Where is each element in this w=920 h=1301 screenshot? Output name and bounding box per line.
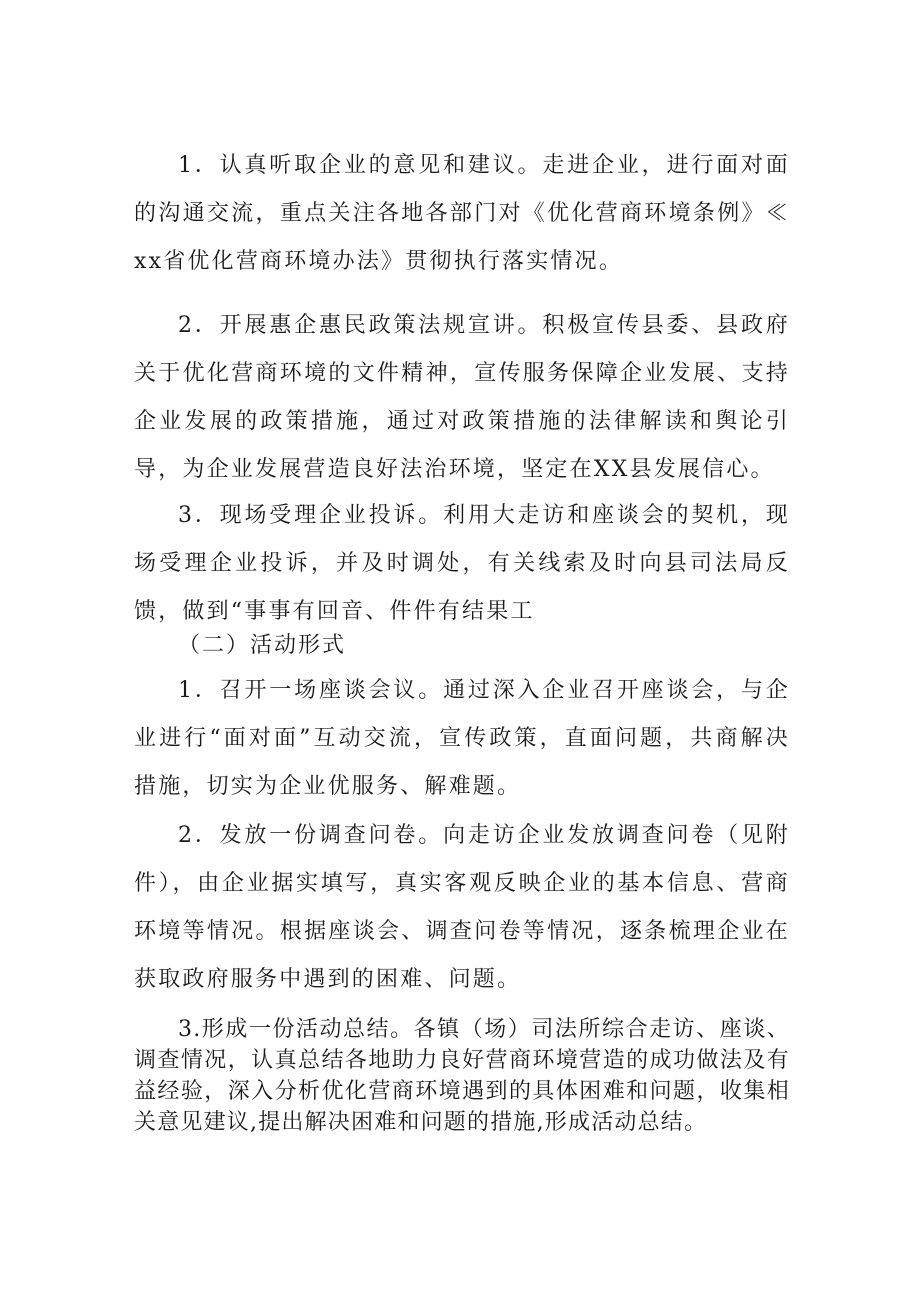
paragraph-questionnaire: 2．发放一份调查问卷。向走访企业发放调查问卷（见附件），由企业据实填写，真实客观反映企业的基本信息、营商环境等情况。根据座谈会、调查问卷等情况，逐条梳理企业在获取政府服务中遇到的困难、问题。	[134, 823, 790, 992]
paragraph-symposium: 1．召开一场座谈会议。通过深入企业召开座谈会，与企业进行“面对面”互动交流，宣传政策，直面问题，共商解决措施，切实为企业优服务、解难题。	[134, 678, 790, 799]
paragraph-onsite-complaints: 3．现场受理企业投诉。利用大走访和座谈会的契机，现场受理企业投诉，并及时调处，有关线索及时向县司法局反馈，做到“事事有回音、件件有结果工	[134, 503, 790, 624]
paragraph-policy-lectures: 2．开展惠企惠民政策法规宣讲。积极宣传县委、县政府关于优化营商环境的文件精神，宣传服务保障企业发展、支持企业发展的政策措施，通过对政策措施的法律解读和舆论引导，为企业发展营造良好法治环境，坚定在XX县发展信心。	[134, 313, 790, 482]
paragraph-listen-opinions: 1．认真听取企业的意见和建议。走进企业，进行面对面的沟通交流，重点关注各地各部门对《优化营商环境条例》≪xx省优化营商环境办法》贯彻执行落实情况。	[134, 153, 790, 274]
section-heading-activity-form: （二）活动形式	[178, 633, 347, 658]
paragraph-activity-summary: 3.形成一份活动总结。各镇（场）司法所综合走访、座谈、调查情况，认真总结各地助力良好营商环境营造的成功做法及有益经验，深入分析优化营商环境遇到的具体困难和问题，收集相关意见建议,提出解决困难和问题的措施,形成活动总结。	[134, 1017, 790, 1135]
